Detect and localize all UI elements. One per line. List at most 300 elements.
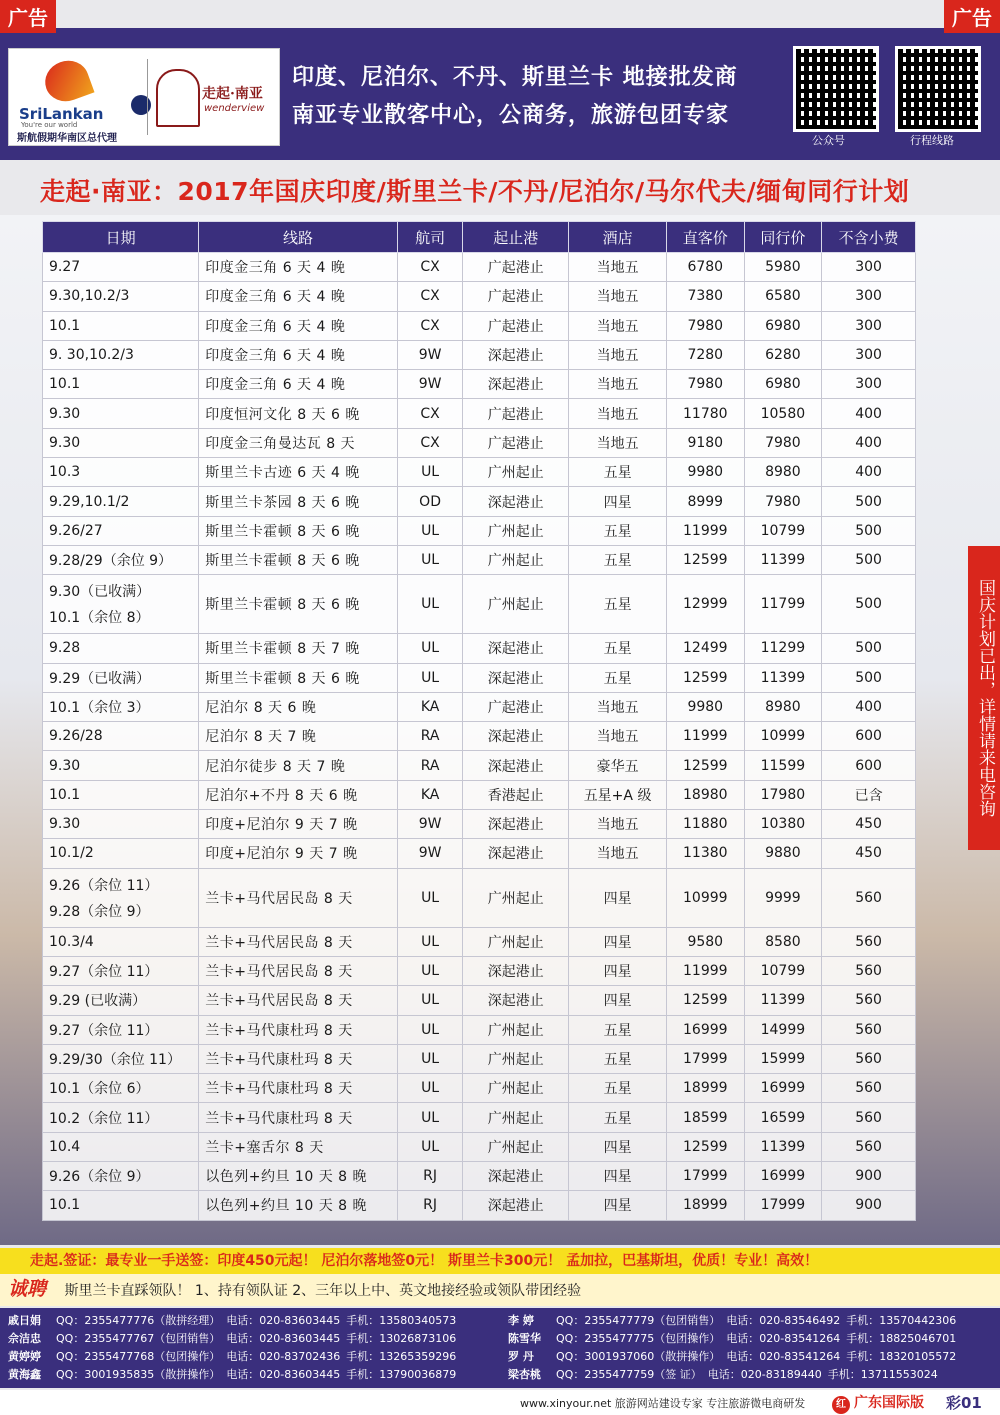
- cell-direct-price: 11999: [666, 516, 744, 545]
- cell-airline: RA: [397, 722, 463, 751]
- cell-direct-price: 9180: [666, 428, 744, 457]
- table-row: [43, 340, 916, 369]
- cell-tip: 600: [822, 722, 916, 751]
- cell-date: [43, 1103, 199, 1132]
- cell-hotel: 四星: [569, 927, 667, 956]
- contact-qq[interactable]: QQ：3001937060（散拼操作）: [556, 1350, 721, 1363]
- cell-tip: 900: [822, 1162, 916, 1191]
- cell-airline: UL: [397, 868, 463, 927]
- table-header-row: [43, 222, 916, 253]
- table-row: [43, 428, 916, 457]
- contact-tel[interactable]: 电话：020-83702436: [226, 1350, 341, 1363]
- cell-route: 尼泊尔+不丹 8 天 6 晚: [199, 780, 398, 809]
- cell-tip: 300: [822, 282, 916, 311]
- cell-direct-price: 11999: [666, 722, 744, 751]
- table-row: [43, 751, 916, 780]
- date-line-1: 9.29,10.1/2: [49, 493, 130, 510]
- cell-airline: UL: [397, 1103, 463, 1132]
- header-peer-price: 同行价: [744, 222, 822, 253]
- ad-tag-right: 广告: [944, 0, 1000, 33]
- contact-qq[interactable]: QQ：2355477775（包团操作）: [556, 1332, 721, 1345]
- contact-mobile[interactable]: 手机：13265359296: [346, 1350, 457, 1363]
- cell-airline: UL: [397, 956, 463, 985]
- table-row: [43, 458, 916, 487]
- date-line-1: 10.3: [49, 464, 81, 481]
- airline-tagline: You're our world: [21, 121, 78, 129]
- table-row: [43, 545, 916, 574]
- header-direct-price: 直客价: [666, 222, 744, 253]
- cell-route: 斯里兰卡茶园 8 天 6 晚: [199, 487, 398, 516]
- cell-direct-price: 9980: [666, 458, 744, 487]
- contact-tel[interactable]: 电话：020-83603445: [226, 1332, 341, 1345]
- cell-route: 兰卡+马代康杜玛 8 天: [199, 1044, 398, 1073]
- cell-peer-price: 17999: [744, 1191, 822, 1220]
- cell-route: 印度金三角曼达瓦 8 天: [199, 428, 398, 457]
- cell-date: [43, 810, 199, 839]
- date-line-1: 10.1/2: [49, 845, 94, 862]
- contact-mobile[interactable]: 手机：18320105572: [846, 1350, 957, 1363]
- cell-tip: 450: [822, 810, 916, 839]
- cell-direct-price: 16999: [666, 1015, 744, 1044]
- cell-direct-price: 18999: [666, 1074, 744, 1103]
- cell-tip: 560: [822, 927, 916, 956]
- cell-direct-price: 12599: [666, 545, 744, 574]
- cell-peer-price: 8980: [744, 692, 822, 721]
- date-line-1: 10.4: [49, 1138, 81, 1155]
- cell-date: [43, 516, 199, 545]
- cell-hotel: 五星: [569, 1103, 667, 1132]
- cell-tip: 400: [822, 458, 916, 487]
- cell-airline: UL: [397, 986, 463, 1015]
- cell-tip: 600: [822, 751, 916, 780]
- table-row: [43, 692, 916, 721]
- cell-hotel: 四星: [569, 1132, 667, 1161]
- cell-route: 斯里兰卡霍顿 8 天 6 晚: [199, 545, 398, 574]
- cell-peer-price: 9880: [744, 839, 822, 868]
- cell-route: 兰卡+马代康杜玛 8 天: [199, 1074, 398, 1103]
- cell-direct-price: 7980: [666, 311, 744, 340]
- cell-date: [43, 956, 199, 985]
- partner-name: 走起·南亚: [202, 86, 263, 102]
- cell-route: 兰卡+马代居民岛 8 天: [199, 956, 398, 985]
- cell-airline: RJ: [397, 1162, 463, 1191]
- cell-hotel: 当地五: [569, 810, 667, 839]
- logo-box: [8, 48, 280, 146]
- cell-port: 广起港止: [463, 282, 569, 311]
- date-line-1: 10.1: [49, 317, 81, 334]
- table-row: [43, 253, 916, 282]
- table-row: [43, 1162, 916, 1191]
- cell-route: 斯里兰卡霍顿 8 天 6 晚: [199, 575, 398, 634]
- cell-port: 深起港止: [463, 1191, 569, 1220]
- cell-date: [43, 1015, 199, 1044]
- recruit-bar: [0, 1274, 1000, 1306]
- cell-hotel: 五星: [569, 1044, 667, 1073]
- header-date: 日期: [43, 222, 199, 253]
- date-line-1: 9.30: [49, 816, 81, 833]
- header-route: 线路: [199, 222, 398, 253]
- cell-peer-price: 9999: [744, 868, 822, 927]
- cell-airline: CX: [397, 253, 463, 282]
- cell-hotel: 当地五: [569, 311, 667, 340]
- date-line-1: 10.1: [49, 786, 81, 803]
- footer-edition: [832, 1392, 924, 1414]
- cell-port: 深起港止: [463, 663, 569, 692]
- cell-peer-price: 5980: [744, 253, 822, 282]
- cell-route: 兰卡+马代居民岛 8 天: [199, 986, 398, 1015]
- contact-qq[interactable]: QQ：2355477759（签 证）: [556, 1368, 702, 1381]
- cell-airline: 9W: [397, 370, 463, 399]
- date-line-1: 9.30: [49, 405, 81, 422]
- cell-peer-price: 11399: [744, 1132, 822, 1161]
- cell-port: 深起港止: [463, 340, 569, 369]
- cell-direct-price: 9580: [666, 927, 744, 956]
- cell-peer-price: 11399: [744, 986, 822, 1015]
- table-row: [43, 663, 916, 692]
- cell-direct-price: 12999: [666, 575, 744, 634]
- cell-route: 兰卡+马代康杜玛 8 天: [199, 1015, 398, 1044]
- cell-hotel: 当地五: [569, 282, 667, 311]
- cell-port: 广起港止: [463, 253, 569, 282]
- cell-hotel: 五星: [569, 663, 667, 692]
- contact-tel[interactable]: 电话：020-83541264: [726, 1350, 841, 1363]
- cell-route: 以色列+约旦 10 天 8 晚: [199, 1162, 398, 1191]
- cell-direct-price: 7380: [666, 282, 744, 311]
- cell-port: 深起港止: [463, 1162, 569, 1191]
- cell-airline: UL: [397, 575, 463, 634]
- cell-hotel: 五星: [569, 458, 667, 487]
- cell-direct-price: 7980: [666, 370, 744, 399]
- date-line-1: 9.30: [49, 434, 81, 451]
- cell-hotel: 五星: [569, 516, 667, 545]
- cell-port: 深起港止: [463, 634, 569, 663]
- contact-entry: [508, 1366, 938, 1382]
- cell-port: 广州起止: [463, 545, 569, 574]
- contacts-panel: [0, 1308, 1000, 1388]
- cell-date: [43, 1191, 199, 1220]
- contact-entry: [8, 1348, 456, 1364]
- airline-name: SriLankan: [19, 105, 104, 123]
- cell-tip: 500: [822, 487, 916, 516]
- cell-airline: UL: [397, 1132, 463, 1161]
- contact-entry: [8, 1312, 456, 1328]
- contact-name: 李 婷: [508, 1314, 534, 1327]
- edition-name: 广东国际版: [854, 1395, 924, 1411]
- cell-hotel: 五星: [569, 545, 667, 574]
- recruit-text: 斯里兰卡直踩领队！ 1、持有领队证 2、三年以上中、英文地接经验或领队带团经验: [64, 1283, 582, 1299]
- cell-hotel: 当地五: [569, 340, 667, 369]
- table-row: [43, 780, 916, 809]
- cell-port: 深起港止: [463, 956, 569, 985]
- cell-date: [43, 282, 199, 311]
- cell-direct-price: 7280: [666, 340, 744, 369]
- cell-peer-price: 11799: [744, 575, 822, 634]
- cell-port: 广州起止: [463, 516, 569, 545]
- contact-tel[interactable]: 电话：020-83189440: [707, 1368, 822, 1381]
- contact-name: 黄婷婷: [8, 1350, 41, 1363]
- cell-airline: 9W: [397, 810, 463, 839]
- cell-peer-price: 6280: [744, 340, 822, 369]
- cell-port: 广州起止: [463, 927, 569, 956]
- cell-direct-price: 12599: [666, 986, 744, 1015]
- cell-port: 广州起止: [463, 575, 569, 634]
- contact-mobile[interactable]: 手机：13026873106: [346, 1332, 457, 1345]
- cell-peer-price: 8980: [744, 458, 822, 487]
- cell-peer-price: 17980: [744, 780, 822, 809]
- cell-direct-price: 11999: [666, 956, 744, 985]
- table-row: [43, 1103, 916, 1132]
- qr-label-wechat: 公众号: [812, 134, 845, 147]
- table-row: [43, 956, 916, 985]
- cell-direct-price: 18599: [666, 1103, 744, 1132]
- cell-hotel: 四星: [569, 868, 667, 927]
- cell-port: 广州起止: [463, 1044, 569, 1073]
- cell-date: [43, 545, 199, 574]
- cell-peer-price: 10999: [744, 722, 822, 751]
- date-line-1: 9.28/29（余位 9）: [49, 553, 173, 570]
- cell-hotel: 当地五: [569, 370, 667, 399]
- cell-peer-price: 7980: [744, 487, 822, 516]
- qr-label-routes: 行程线路: [910, 134, 954, 147]
- cell-hotel: 当地五: [569, 722, 667, 751]
- date-line-1: 9.28: [49, 640, 81, 657]
- peacock-wing-icon: [39, 55, 94, 108]
- contact-mobile[interactable]: 手机：13711553024: [827, 1368, 938, 1381]
- cell-airline: OD: [397, 487, 463, 516]
- cell-airline: UL: [397, 1074, 463, 1103]
- cell-date: [43, 399, 199, 428]
- date-line-1: 9.27（余位 11）: [49, 964, 159, 981]
- cell-route: 兰卡+马代居民岛 8 天: [199, 868, 398, 927]
- cell-peer-price: 15999: [744, 1044, 822, 1073]
- contact-entry: [8, 1330, 456, 1346]
- slogan-line-1: 印度、尼泊尔、不丹、斯里兰卡 地接批发商: [292, 65, 738, 90]
- cell-peer-price: 11399: [744, 663, 822, 692]
- cell-airline: KA: [397, 780, 463, 809]
- table-row: [43, 1074, 916, 1103]
- cell-route: 印度金三角 6 天 4 晚: [199, 253, 398, 282]
- table-row: [43, 927, 916, 956]
- cell-airline: UL: [397, 516, 463, 545]
- date-line-1: 9.30（已收满）: [49, 584, 151, 601]
- cell-peer-price: 10799: [744, 516, 822, 545]
- cell-hotel: 五星: [569, 634, 667, 663]
- cell-tip: 450: [822, 839, 916, 868]
- cell-airline: 9W: [397, 340, 463, 369]
- cell-hotel: 四星: [569, 956, 667, 985]
- cell-route: 印度金三角 6 天 4 晚: [199, 282, 398, 311]
- contact-qq[interactable]: QQ：2355477776（散拼经理）: [56, 1314, 221, 1327]
- cell-direct-price: 17999: [666, 1044, 744, 1073]
- cell-direct-price: 12599: [666, 663, 744, 692]
- cell-tip: 300: [822, 370, 916, 399]
- cell-hotel: 五星: [569, 1015, 667, 1044]
- cell-airline: UL: [397, 663, 463, 692]
- cell-peer-price: 10580: [744, 399, 822, 428]
- table-row: [43, 1191, 916, 1220]
- cell-date: [43, 868, 199, 927]
- cell-date: [43, 1044, 199, 1073]
- table-row: [43, 1015, 916, 1044]
- header-airline: 航司: [397, 222, 463, 253]
- cell-airline: UL: [397, 1015, 463, 1044]
- cell-peer-price: 7980: [744, 428, 822, 457]
- contact-name: 黄海鑫: [8, 1368, 41, 1381]
- cell-port: 深起港止: [463, 487, 569, 516]
- cell-date: [43, 428, 199, 457]
- date-line-1: 9.29 (已收满）: [49, 993, 147, 1010]
- contact-qq[interactable]: QQ：2355477779（包团销售）: [556, 1314, 721, 1327]
- contact-entry: [508, 1348, 956, 1364]
- cell-hotel: 当地五: [569, 399, 667, 428]
- contact-tel[interactable]: 电话：020-83603445: [226, 1368, 341, 1381]
- cell-route: 兰卡+塞舌尔 8 天: [199, 1132, 398, 1161]
- cell-tip: 400: [822, 692, 916, 721]
- table-row: [43, 487, 916, 516]
- contact-qq[interactable]: QQ：2355477767（包团销售）: [56, 1332, 221, 1345]
- date-line-1: 10.3/4: [49, 933, 94, 950]
- cell-peer-price: 16999: [744, 1074, 822, 1103]
- cell-hotel: 五星: [569, 1074, 667, 1103]
- table-row: [43, 722, 916, 751]
- contact-mobile[interactable]: 手机：18825046701: [846, 1332, 957, 1345]
- contact-entry: [508, 1312, 956, 1328]
- cell-direct-price: 6780: [666, 253, 744, 282]
- footer: [0, 1390, 1000, 1415]
- cell-direct-price: 11880: [666, 810, 744, 839]
- cell-tip: 300: [822, 311, 916, 340]
- cell-port: 广起港止: [463, 428, 569, 457]
- cell-port: 广州起止: [463, 1132, 569, 1161]
- cell-airline: RJ: [397, 1191, 463, 1220]
- cell-hotel: 当地五: [569, 428, 667, 457]
- cell-hotel: 豪华五: [569, 751, 667, 780]
- cell-route: 印度+尼泊尔 9 天 7 晚: [199, 839, 398, 868]
- date-line-2: 9.28（余位 9）: [49, 903, 150, 920]
- contact-qq[interactable]: QQ：3001935835（散拼操作）: [56, 1368, 221, 1381]
- cell-peer-price: 10380: [744, 810, 822, 839]
- cell-date: [43, 634, 199, 663]
- cell-port: 广起港止: [463, 311, 569, 340]
- cell-peer-price: 6980: [744, 370, 822, 399]
- cell-direct-price: 11780: [666, 399, 744, 428]
- cell-date: [43, 751, 199, 780]
- contact-tel[interactable]: 电话：020-83541264: [726, 1332, 841, 1345]
- contact-name: 梁杏桃: [508, 1368, 541, 1381]
- srilankan-logo: [19, 57, 139, 137]
- cell-tip: 560: [822, 1044, 916, 1073]
- cell-route: 斯里兰卡霍顿 8 天 6 晚: [199, 663, 398, 692]
- cell-tip: 560: [822, 1103, 916, 1132]
- cell-port: 深起港止: [463, 839, 569, 868]
- cell-date: [43, 253, 199, 282]
- cell-port: 香港起止: [463, 780, 569, 809]
- contact-mobile[interactable]: 手机：13580340573: [346, 1314, 457, 1327]
- cell-route: 斯里兰卡霍顿 8 天 7 晚: [199, 634, 398, 663]
- cell-airline: UL: [397, 1044, 463, 1073]
- table-row: [43, 282, 916, 311]
- cell-date: [43, 839, 199, 868]
- cell-direct-price: 12599: [666, 1132, 744, 1161]
- date-line-1: 9.26/27: [49, 522, 103, 539]
- cell-date: [43, 1074, 199, 1103]
- cell-date: [43, 1162, 199, 1191]
- cell-port: 广起港止: [463, 399, 569, 428]
- cell-date: [43, 1132, 199, 1161]
- cell-peer-price: 11399: [744, 545, 822, 574]
- cell-route: 兰卡+马代居民岛 8 天: [199, 927, 398, 956]
- cell-hotel: 五星: [569, 575, 667, 634]
- date-line-1: 10.1（余位 6）: [49, 1081, 150, 1098]
- cell-direct-price: 8999: [666, 487, 744, 516]
- contact-qq[interactable]: QQ：2355477768（包团操作）: [56, 1350, 221, 1363]
- contact-tel[interactable]: 电话：020-83546492: [726, 1314, 841, 1327]
- cell-peer-price: 6980: [744, 311, 822, 340]
- cell-port: 深起港止: [463, 986, 569, 1015]
- header-banner: [0, 28, 1000, 160]
- date-line-1: 9.26/28: [49, 728, 103, 745]
- cell-direct-price: 12599: [666, 751, 744, 780]
- contact-mobile[interactable]: 手机：13790036879: [346, 1368, 457, 1381]
- cell-hotel: 四星: [569, 487, 667, 516]
- contact-entry: [8, 1366, 456, 1382]
- cell-tip: 500: [822, 663, 916, 692]
- table-row: [43, 1044, 916, 1073]
- date-line-1: 10.1: [49, 376, 81, 393]
- cell-tip: 400: [822, 428, 916, 457]
- table-row: [43, 399, 916, 428]
- cell-airline: CX: [397, 428, 463, 457]
- cell-airline: UL: [397, 458, 463, 487]
- contact-mobile[interactable]: 手机：13570442306: [846, 1314, 957, 1327]
- cell-date: [43, 692, 199, 721]
- cell-date: [43, 370, 199, 399]
- qr-code-routes-icon[interactable]: [895, 46, 981, 132]
- cell-route: 以色列+约旦 10 天 8 晚: [199, 1191, 398, 1220]
- cell-hotel: 当地五: [569, 253, 667, 282]
- cell-tip: 500: [822, 545, 916, 574]
- cell-tip: 560: [822, 1015, 916, 1044]
- cell-route: 印度恒河文化 8 天 6 晚: [199, 399, 398, 428]
- cell-hotel: 当地五: [569, 839, 667, 868]
- red-badge-icon: 红: [832, 1396, 850, 1414]
- cell-date: [43, 663, 199, 692]
- cell-date: [43, 927, 199, 956]
- visa-promo-bar: 走起.签证：最专业一手送签：印度450元起！ 尼泊尔落地签0元！ 斯里兰卡300元！ 孟加拉，巴基斯坦，优质！专业！高效！: [0, 1248, 1000, 1274]
- cell-peer-price: 16599: [744, 1103, 822, 1132]
- contact-tel[interactable]: 电话：020-83603445: [226, 1314, 341, 1327]
- cell-peer-price: 6580: [744, 282, 822, 311]
- cell-hotel: 四星: [569, 986, 667, 1015]
- date-line-1: 9.30,10.2/3: [49, 288, 130, 305]
- cell-direct-price: 18999: [666, 1191, 744, 1220]
- cell-date: [43, 487, 199, 516]
- cell-route: 印度金三角 6 天 4 晚: [199, 311, 398, 340]
- cell-hotel: 四星: [569, 1191, 667, 1220]
- cell-airline: KA: [397, 692, 463, 721]
- cell-peer-price: 14999: [744, 1015, 822, 1044]
- cell-airline: UL: [397, 545, 463, 574]
- cell-route: 兰卡+马代康杜玛 8 天: [199, 1103, 398, 1132]
- qr-code-wechat-icon[interactable]: [793, 46, 879, 132]
- cell-route: 尼泊尔 8 天 7 晚: [199, 722, 398, 751]
- cell-tip: 560: [822, 868, 916, 927]
- footer-site[interactable]: www.xinyour.net 旅游网站建设专家 专注旅游微电商研发: [520, 1397, 806, 1410]
- cell-airline: 9W: [397, 839, 463, 868]
- page-title: 走起·南亚：2017年国庆印度/斯里兰卡/不丹/尼泊尔/马尔代夫/缅甸同行计划: [40, 177, 910, 206]
- table-row: [43, 1132, 916, 1161]
- date-line-1: 9.26（余位 9）: [49, 1169, 150, 1186]
